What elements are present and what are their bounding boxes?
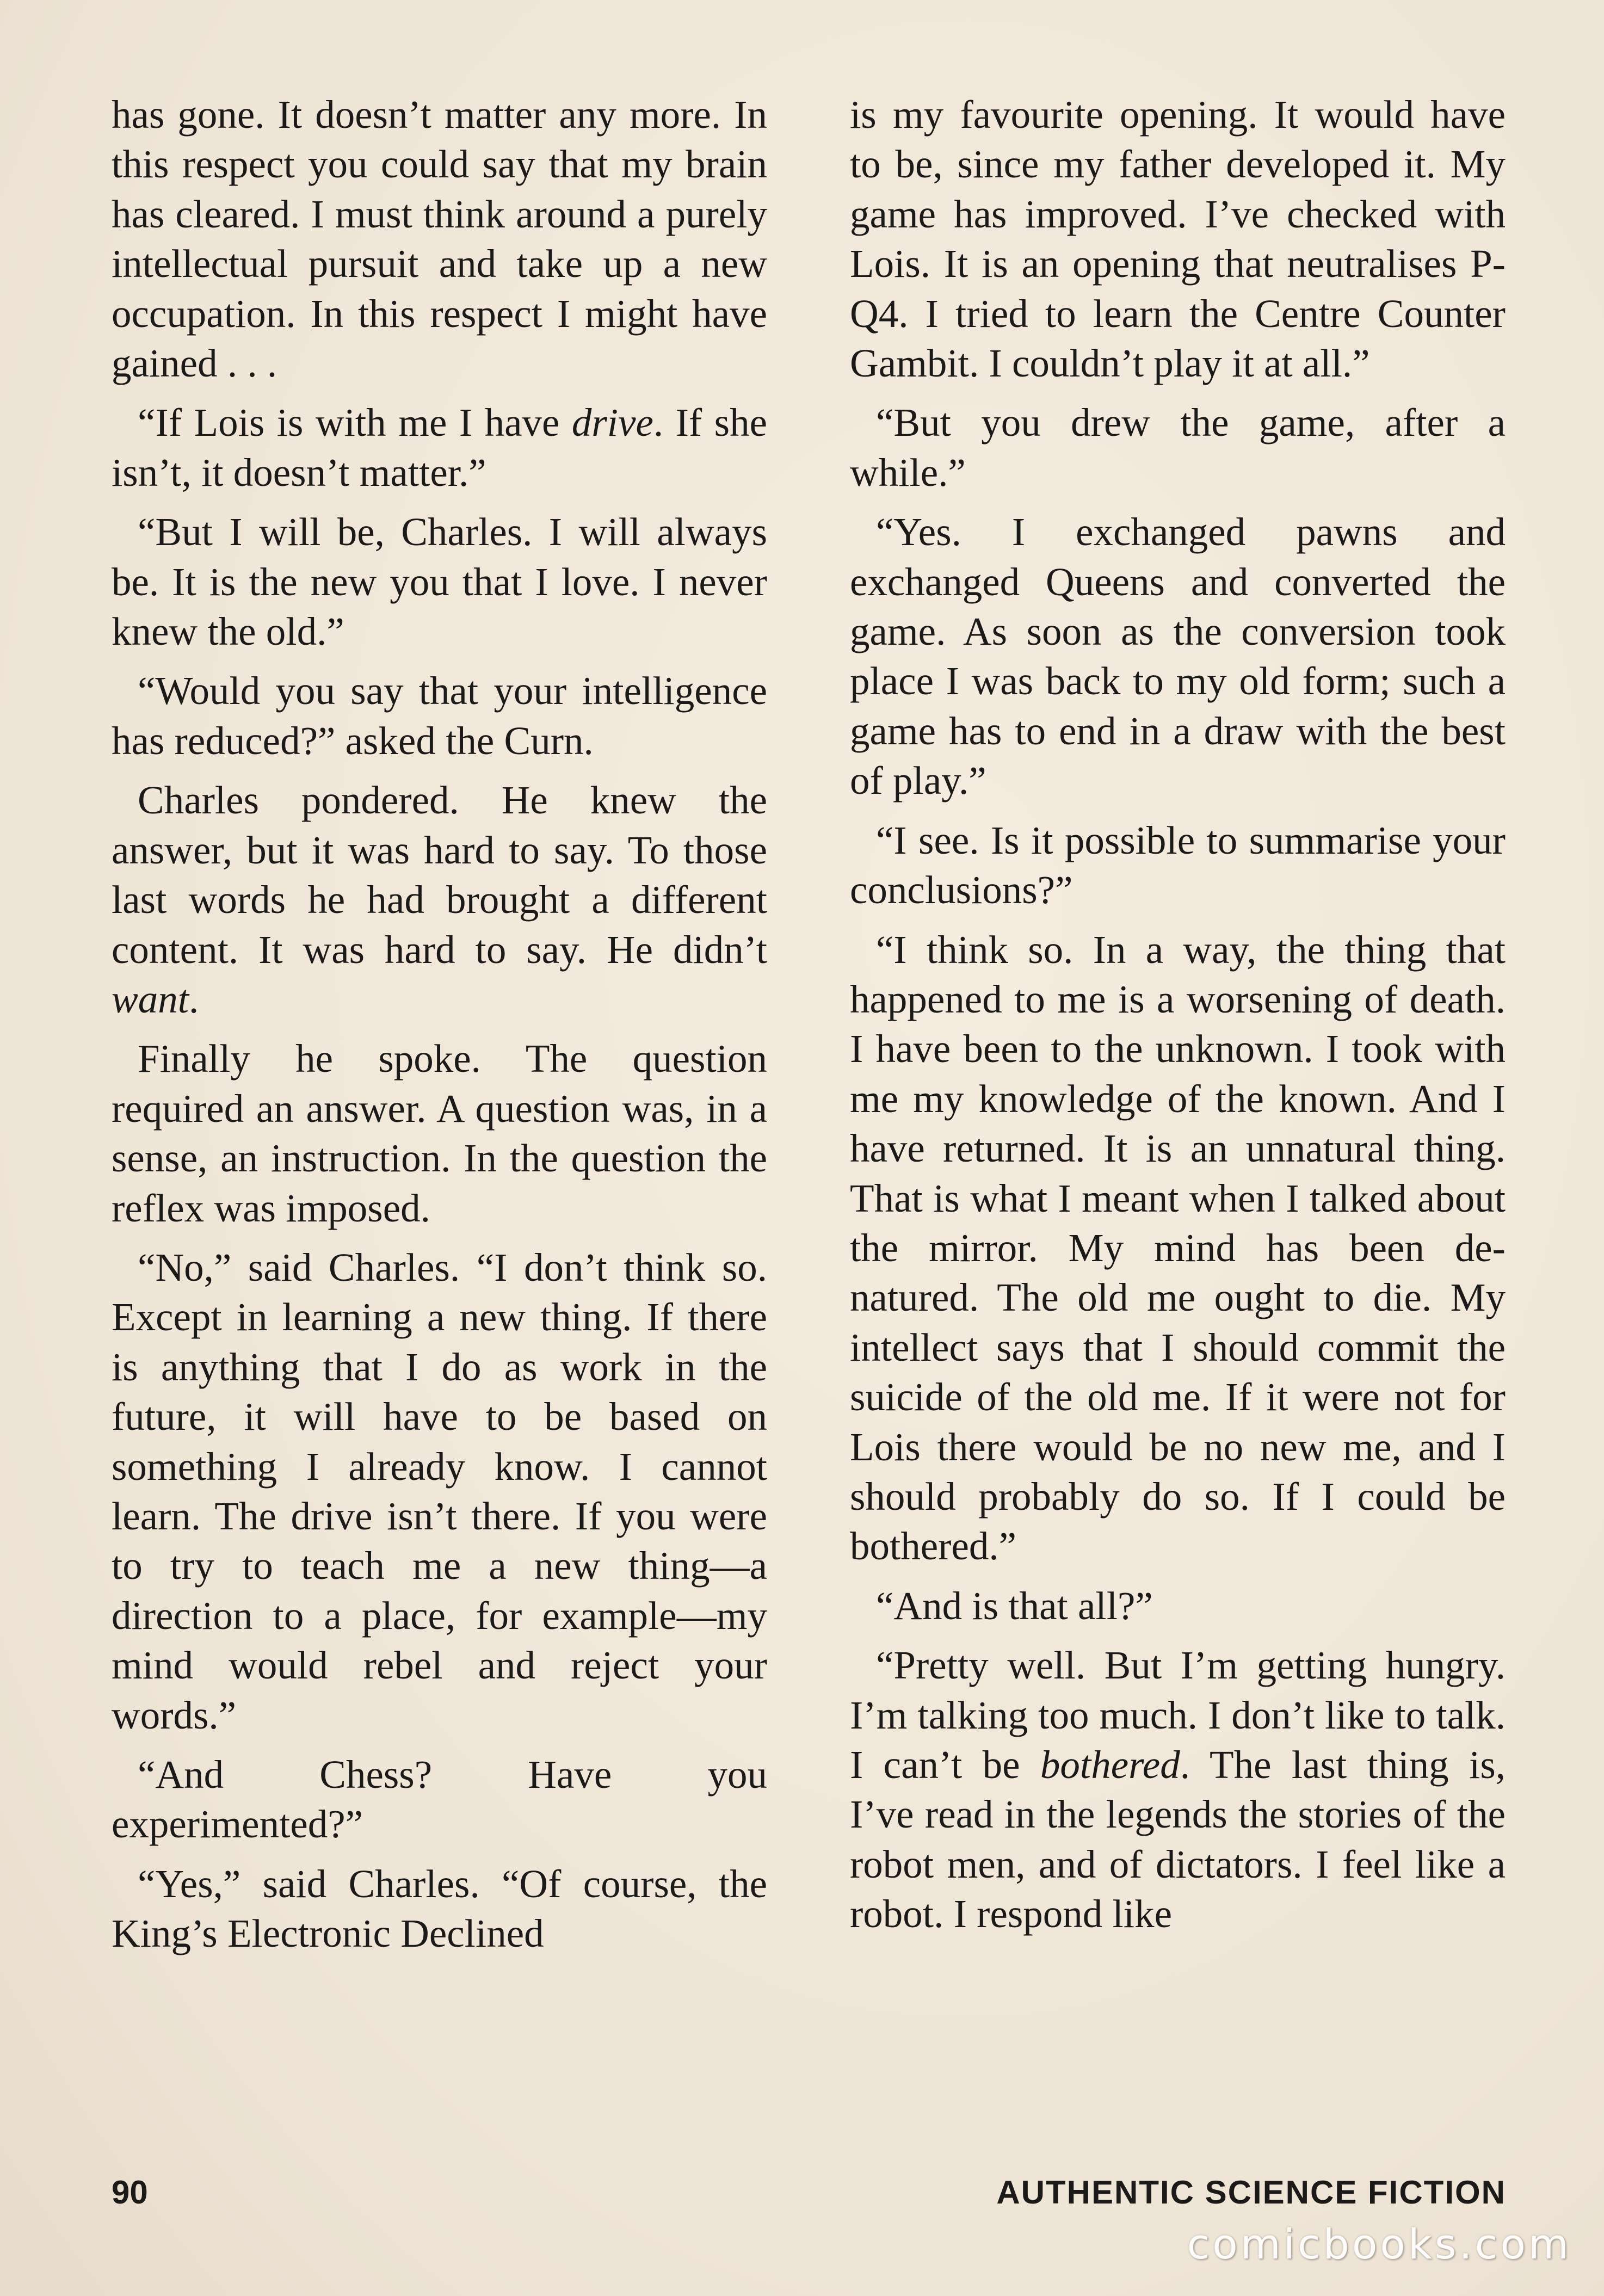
paragraph: Finally he spoke. The question required an answer. A question was, in a sense, an instruction. In the question the reflex was imposed. [112,1036,767,1230]
left-text-column [112,90,767,1968]
paragraph: Charles pondered. He knew the answer, but it was hard to say. To those last words he had brought a different content. It was hard to say. He didn’t want. [112,778,767,1021]
right-text-column [850,90,1506,1949]
page-number: 90 [112,2174,148,2211]
paragraph: “Yes,” said Charles. “Of course, the King’s Electronic Declined [112,1861,767,1956]
paragraph: has gone. It doesn’t matter any more. In this respect you could say that my brain has cleared. I must think around a purely intellectual pursuit and take up a new occupation. In this respect I might have gained . . . [112,92,767,386]
paragraph: “But you drew the game, after a while.” [850,400,1506,495]
paragraph: “And is that all?” [876,1583,1153,1628]
paragraph: “Pretty well. But I’m getting hungry. I’m talking too much. I don’t like to talk. I can’t be bothered. The last thing is, I’ve read in the legends the stories of the robot men, and of dictators. I feel like a robot. I respond like [850,1643,1506,1936]
paragraph: “Yes. I exchanged pawns and exchanged Queens and converted the game. As soon as the conversion took place I was back to my old form; such a game has to end in a draw with the best of play.” [850,510,1506,803]
paragraph: “And Chess? Have you experimented?” [112,1752,767,1847]
watermark-logo: comicbooks.com [1187,2220,1571,2268]
running-footer-title: AUTHENTIC SCIENCE FICTION [996,2174,1506,2211]
paragraph: “I think so. In a way, the thing that happened to me is a worsening of death. I have been to the unknown. I took with me my knowledge of the known. And I have returned. It is an unnatural thing. That is what I meant when I talked about the mirror. My mind has been de-natured. The old me ought to die. My intellect says that I should commit the suicide of the old me. If it were not for Lois there would be no new me, and I should probably do so. If I could be bothered.” [850,927,1506,1569]
paragraph: “If Lois is with me I have drive. If she isn’t, it doesn’t matter.” [112,400,767,495]
paragraph: “No,” said Charles. “I don’t think so. Except in learning a new thing. If there is anything that I do as work in the future, it will have to be based on something I already know. I cannot learn. The drive isn’t there. If you were to try to teach me a new thing—a direction to a place, for example—my mind would rebel and reject your words.” [112,1245,767,1737]
paragraph: “I see. Is it possible to summarise your conclusions?” [850,818,1506,912]
paragraph: “Would you say that your intelligence has reduced?” asked the Curn. [112,669,767,763]
paragraph: is my favourite opening. It would have to be, since my father developed it. My game has improved. I’ve checked with Lois. It is an opening that neutralises P-Q4. I tried to learn the Centre Counter Gambit. I couldn’t play it at all.” [850,92,1506,386]
paragraph: “But I will be, Charles. I will always be. It is the new you that I love. I never knew the old.” [112,510,767,654]
